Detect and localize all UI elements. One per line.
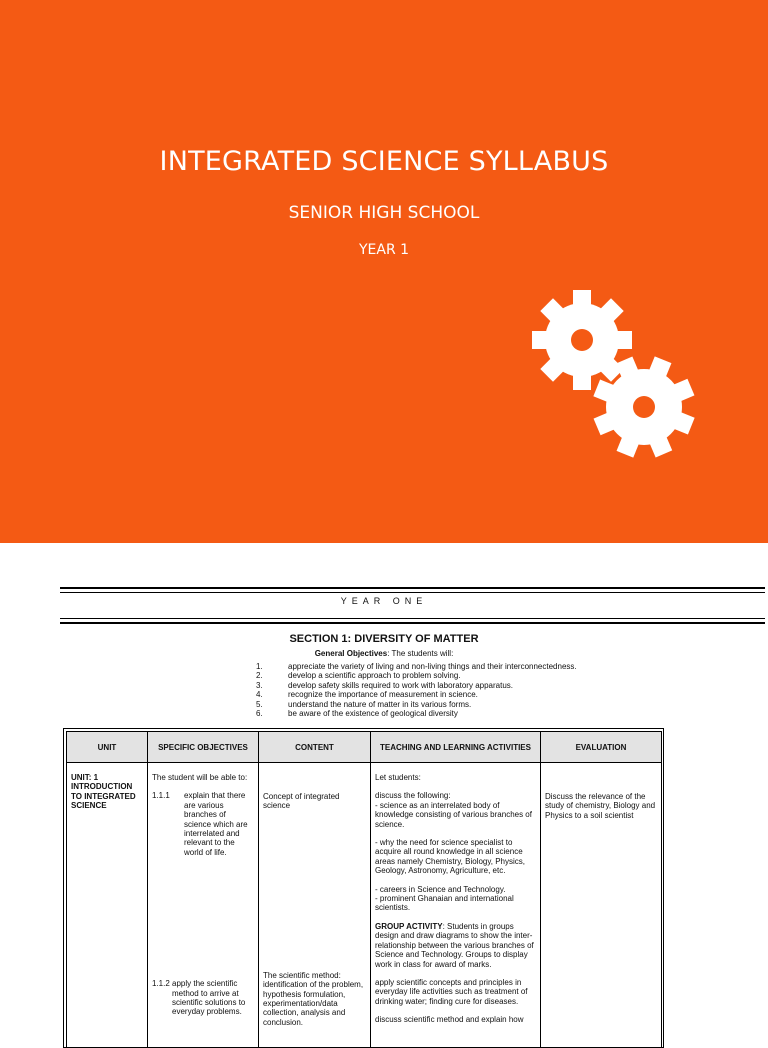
- header-rule: [60, 618, 765, 619]
- header-rule: [60, 587, 765, 589]
- syllabus-page: [0, 543, 768, 1024]
- table-header-row: [67, 732, 662, 763]
- activity-bullet: - why the need for science specialist to acquire all round knowledge in all science areas namely Chemistry, Biology, Physics, Geology, Astronomy, Agriculture, etc.: [375, 838, 536, 876]
- general-objectives-heading: [0, 649, 768, 658]
- objective-text: explain that there are various branches of science which are interrelated and relevant to the world of life.: [184, 791, 254, 857]
- content-text: Concept of integrated science: [263, 792, 366, 811]
- general-objectives-label: General Objectives: [315, 649, 387, 658]
- activity-bullet: - careers in Science and Technology.: [375, 885, 536, 894]
- header-rule: [60, 592, 765, 593]
- evaluation-cell: [541, 763, 662, 1048]
- group-activity: [375, 922, 536, 969]
- activity-text: discuss scientific method and explain how: [375, 1015, 536, 1024]
- unit-title: UNIT: 1 INTRODUCTION TO INTEGRATED SCIENCE: [71, 773, 143, 811]
- activity-bullet: - science as an interrelated body of knowledge consisting of various branches of science.: [375, 801, 536, 829]
- column-header: TEACHING AND LEARNING ACTIVITIES: [371, 732, 541, 763]
- objective-item: [152, 791, 254, 857]
- list-item: [256, 671, 577, 680]
- activity-text: discuss the following:: [375, 791, 536, 800]
- list-number: 3.: [256, 681, 288, 690]
- running-head: YEAR ONE: [0, 596, 768, 606]
- list-number: 5.: [256, 700, 288, 709]
- column-header: EVALUATION: [541, 732, 662, 763]
- gears-icon: [525, 285, 705, 465]
- list-text: develop safety skills required to work with laboratory apparatus.: [288, 681, 513, 690]
- activities-intro: Let students:: [375, 773, 536, 782]
- syllabus-table: [63, 728, 664, 1048]
- header-rule: [60, 622, 765, 624]
- objectives-intro: The student will be able to:: [152, 773, 254, 782]
- group-activity-label: GROUP ACTIVITY: [375, 922, 443, 931]
- general-objectives-list: [256, 662, 577, 718]
- list-text: recognize the importance of measurement in science.: [288, 690, 478, 699]
- list-text: develop a scientific approach to problem solving.: [288, 671, 461, 680]
- content-text: The scientific method: identification of the problem, hypothesis formulation, experimentation/data collection, analysis and conclusion.: [263, 971, 366, 1027]
- objective-id: 1.1.2: [152, 979, 172, 1017]
- list-number: 2.: [256, 671, 288, 680]
- list-number: 4.: [256, 690, 288, 699]
- list-item: [256, 662, 577, 671]
- evaluation-text: Discuss the relevance of the study of chemistry, Biology and Physics to a soil scientist: [545, 792, 657, 820]
- list-item: [256, 681, 577, 690]
- unit-cell: [67, 763, 148, 1048]
- general-objectives-intro: : The students will:: [387, 649, 453, 658]
- column-header: CONTENT: [259, 732, 371, 763]
- list-text: understand the nature of matter in its various forms.: [288, 700, 471, 709]
- content-cell: [259, 763, 371, 1048]
- cover-title: INTEGRATED SCIENCE SYLLABUS: [0, 146, 768, 177]
- list-item: [256, 690, 577, 699]
- activity-text: apply scientific concepts and principles in everyday life activities such as treatment of drinking water; finding cure for diseases.: [375, 978, 536, 1006]
- list-text: appreciate the variety of living and non-living things and their interconnectedness.: [288, 662, 577, 671]
- table-row: [67, 763, 662, 1048]
- cover-subtitle: SENIOR HIGH SCHOOL: [0, 203, 768, 223]
- list-item: [256, 700, 577, 709]
- column-header: SPECIFIC OBJECTIVES: [148, 732, 259, 763]
- list-number: 6.: [256, 709, 288, 718]
- group-activity-text: : Students in groups design and draw diagrams to show the inter-relationship between the various branches of Science and Technology. Groups to display work in class for award of marks.: [375, 922, 534, 969]
- section-title: SECTION 1: DIVERSITY OF MATTER: [0, 633, 768, 645]
- column-header: UNIT: [67, 732, 148, 763]
- cover-year: YEAR 1: [0, 242, 768, 258]
- objective-item: [152, 979, 254, 1017]
- list-text: be aware of the existence of geological diversity: [288, 709, 458, 718]
- objective-text: apply the scientific method to arrive at scientific solutions to everyday problems.: [172, 979, 254, 1017]
- activity-bullet: - prominent Ghanaian and international scientists.: [375, 894, 536, 913]
- specific-objectives-cell: [148, 763, 259, 1048]
- objective-id: 1.1.1: [152, 791, 184, 857]
- list-item: [256, 709, 577, 718]
- activities-cell: [371, 763, 541, 1048]
- list-number: 1.: [256, 662, 288, 671]
